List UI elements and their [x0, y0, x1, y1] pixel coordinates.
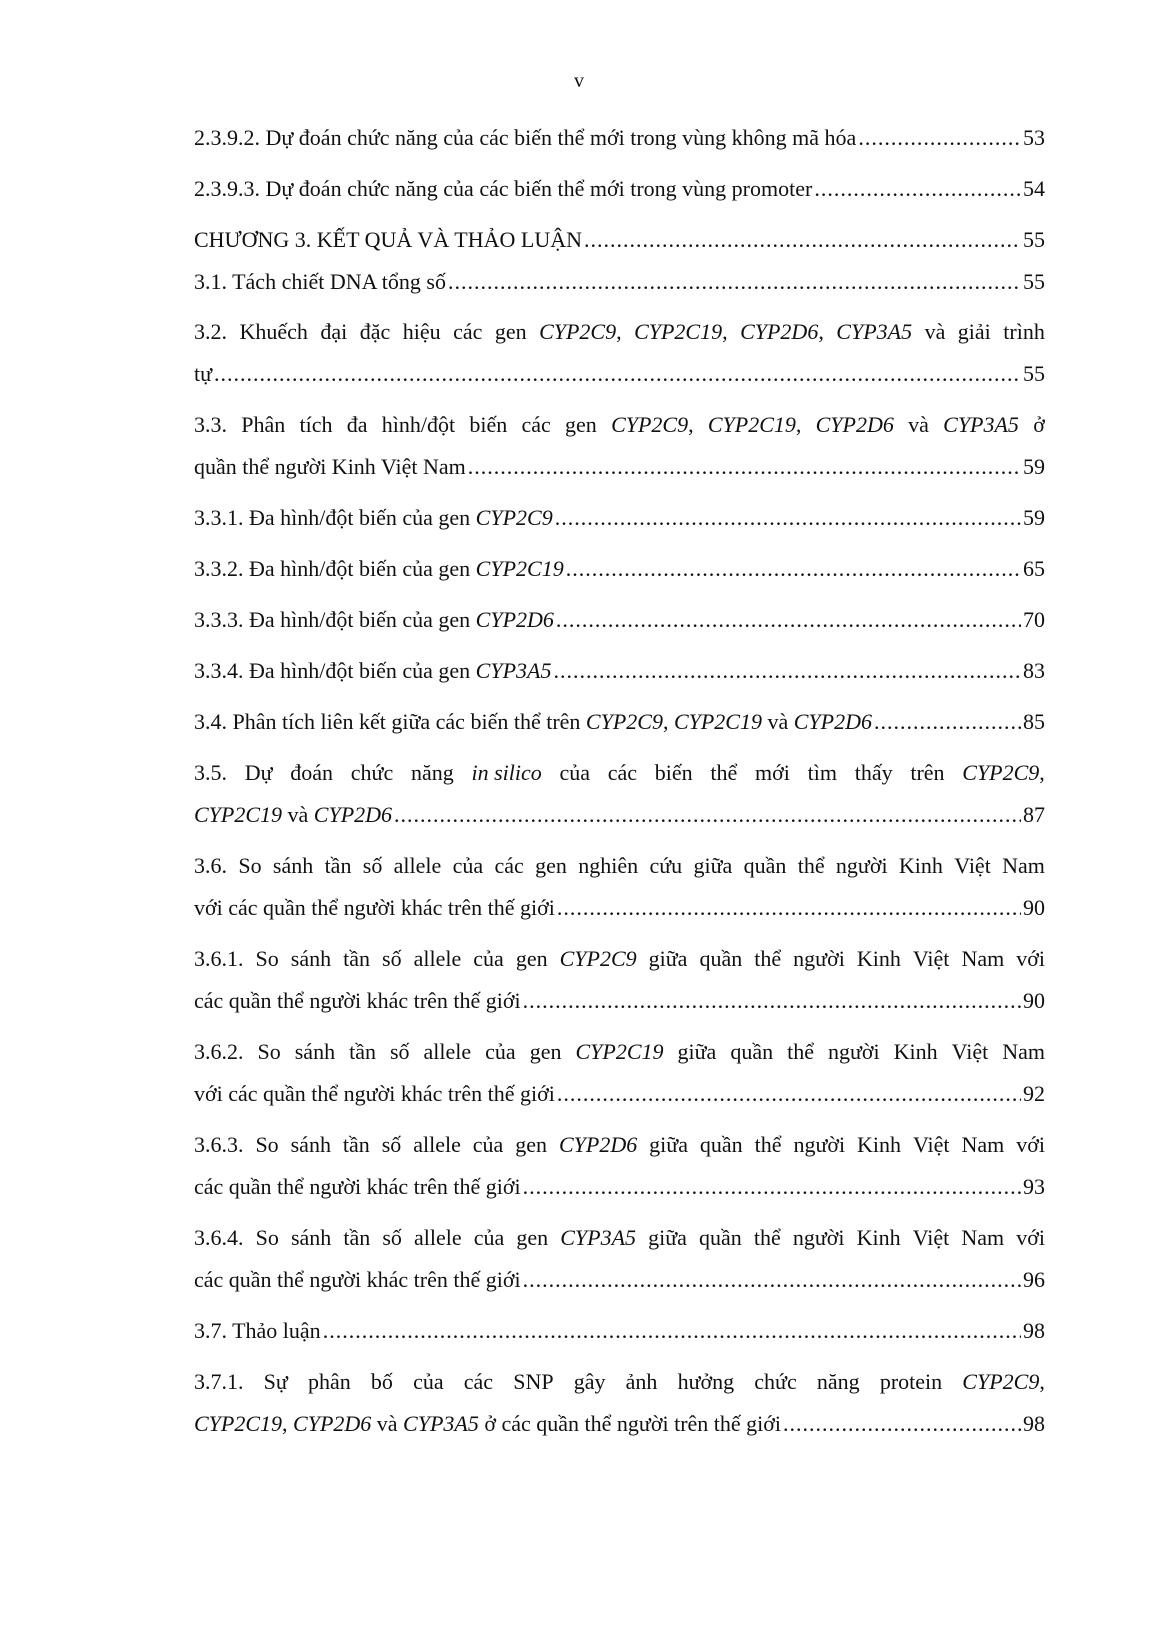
toc-entry — [194, 451, 1045, 483]
toc-word: các — [607, 760, 638, 785]
toc-word: và — [924, 319, 946, 344]
toc-entry-title: 3.3.4. Đa hình/đột biến của gen CYP3A5 — [194, 658, 552, 683]
toc-entry-title: tự — [194, 361, 213, 386]
toc-entry-line1 — [194, 1129, 1045, 1161]
toc-word: sánh — [272, 853, 314, 878]
toc-word: giải — [957, 319, 991, 344]
toc-entry-title: 2.3.9.3. Dự đoán chức năng của các biến thể mới trong vùng promoter — [194, 176, 813, 201]
toc-leader — [874, 706, 1021, 738]
toc-word: 3.3. — [194, 412, 227, 437]
toc-word: allele — [414, 1225, 462, 1250]
toc-entry-title: các quần thể người khác trên thế giới — [194, 1174, 521, 1199]
toc-word: 3.6.1. — [194, 946, 244, 971]
toc-entry-title: 2.3.9.2. Dự đoán chức năng của các biến thể mới trong vùng không mã hóa — [194, 125, 857, 150]
toc-word: giữa — [693, 853, 733, 878]
toc-leader — [584, 224, 1021, 256]
toc-word: Việt — [912, 946, 950, 971]
toc-leader — [553, 655, 1021, 687]
toc-entry — [194, 706, 1045, 738]
toc-leader — [523, 1171, 1021, 1203]
toc-chapter-entry — [194, 224, 1045, 256]
toc-word: 3.2. — [194, 319, 227, 344]
toc-leader — [523, 985, 1021, 1017]
toc-entry-title: 3.3.2. Đa hình/đột biến của gen CYP2C19 — [194, 556, 564, 581]
toc-word: ở — [1033, 412, 1045, 437]
toc-word: các — [494, 853, 524, 878]
toc-word: gen — [565, 412, 597, 437]
toc-word: số — [382, 946, 402, 971]
toc-word: của — [452, 853, 484, 878]
toc-word: số — [381, 1132, 402, 1157]
toc-word: CYP2C9, — [962, 760, 1045, 785]
toc-word: ảnh — [625, 1369, 658, 1394]
toc-leader — [448, 266, 1021, 298]
toc-entry — [194, 985, 1045, 1017]
toc-word: của — [473, 946, 504, 971]
toc-word: với — [1016, 1225, 1045, 1250]
toc-leader — [468, 451, 1021, 483]
toc-word: in silico — [471, 760, 542, 785]
toc-entry — [194, 1408, 1045, 1440]
toc-entry — [194, 358, 1045, 390]
toc-entry-title: các quần thể người khác trên thế giới — [194, 988, 521, 1013]
toc-word: 3.6.4. — [194, 1225, 244, 1250]
toc-word: gen — [494, 319, 527, 344]
toc-leader — [814, 173, 1021, 205]
toc-word: tần — [343, 1225, 371, 1250]
toc-entry — [194, 1264, 1045, 1296]
toc-page-number: 96 — [1023, 1267, 1045, 1292]
toc-word: gen — [515, 1132, 548, 1157]
toc-word: Sự — [263, 1369, 288, 1394]
toc-page-number: 55 — [1023, 269, 1045, 294]
toc-word: quần — [699, 1225, 742, 1250]
toc-word: CYP2C9, — [539, 319, 622, 344]
toc-word: đại — [320, 319, 348, 344]
toc-word: CYP2D6 — [815, 412, 894, 437]
toc-word: Kinh — [856, 1225, 901, 1250]
toc-word: thể — [787, 1039, 814, 1064]
toc-word: gen — [529, 1039, 562, 1064]
toc-word: giữa — [648, 1225, 687, 1250]
toc-entry-line1 — [194, 1036, 1045, 1068]
toc-word: gây — [573, 1369, 606, 1394]
toc-word: các — [453, 319, 483, 344]
toc-word: Kinh — [898, 853, 943, 878]
toc-word: SNP — [513, 1369, 554, 1394]
toc-word: quần — [743, 853, 787, 878]
toc-word: giữa — [648, 946, 688, 971]
toc-word: các — [521, 412, 551, 437]
toc-leader — [557, 892, 1021, 924]
toc-word: CYP3A5 — [943, 412, 1019, 437]
toc-word: người — [792, 1225, 845, 1250]
toc-word: thể — [797, 853, 825, 878]
toc-page-number: 65 — [1023, 556, 1045, 581]
toc-entry — [194, 799, 1045, 831]
toc-entry — [194, 553, 1045, 585]
toc-word: Việt — [912, 1132, 950, 1157]
toc-leader — [394, 799, 1021, 831]
toc-word: đa — [346, 412, 368, 437]
toc-word: 3.5. — [194, 760, 227, 785]
toc-entry-title: quần thể người Kinh Việt Nam — [194, 454, 466, 479]
toc-entry-title: 3.3.3. Đa hình/đột biến của gen CYP2D6 — [194, 607, 554, 632]
toc-page-number: 53 — [1023, 125, 1045, 150]
toc-word: tần — [342, 1132, 370, 1157]
toc-word: CYP2C9, — [962, 1369, 1045, 1394]
toc-word: hưởng — [677, 1369, 735, 1394]
toc-entry-line1 — [194, 1366, 1045, 1398]
toc-entry-title: 3.1. Tách chiết DNA tổng số — [194, 269, 446, 294]
toc-word: CYP2D6 — [558, 1132, 638, 1157]
toc-word: các — [463, 1369, 494, 1394]
toc-entry-line1 — [194, 1222, 1045, 1254]
toc-word: trên — [910, 760, 945, 785]
toc-leader — [557, 1078, 1021, 1110]
toc-word: allele — [413, 946, 462, 971]
toc-leader — [555, 502, 1021, 534]
toc-page-number: 55 — [1023, 227, 1045, 252]
toc-page-number: 70 — [1023, 607, 1045, 632]
toc-word: CYP2C19, — [634, 319, 728, 344]
toc-word: hiệu — [402, 319, 441, 344]
toc-word: số — [362, 853, 383, 878]
toc-word: So — [255, 1132, 279, 1157]
toc-entry — [194, 502, 1045, 534]
toc-word: Việt — [951, 1039, 989, 1064]
toc-word: của — [473, 1225, 505, 1250]
toc-word: 3.6.3. — [194, 1132, 244, 1157]
toc-word: Phân — [241, 412, 286, 437]
toc-word: người — [793, 1132, 846, 1157]
toc-word: năng — [410, 760, 454, 785]
toc-word: phân — [307, 1369, 351, 1394]
toc-word: với — [1016, 1132, 1045, 1157]
toc-word: cứu — [649, 853, 683, 878]
toc-word: đoán — [290, 760, 334, 785]
toc-word: CYP2C9 — [559, 946, 637, 971]
toc-word: tần — [349, 1039, 376, 1064]
toc-word: sánh — [290, 1225, 332, 1250]
toc-word: thể — [753, 1225, 781, 1250]
toc-entry-line1 — [194, 943, 1045, 975]
toc-entry-title: với các quần thể người khác trên thế giới — [194, 1081, 555, 1106]
toc-word: bố — [370, 1369, 393, 1394]
toc-word: Nam — [1002, 853, 1045, 878]
toc-page-number: 90 — [1023, 988, 1045, 1013]
toc-entry-title: các quần thể người khác trên thế giới — [194, 1267, 521, 1292]
toc-word: trình — [1003, 319, 1045, 344]
toc-entry-title: 3.4. Phân tích liên kết giữa các biến thể trên CYP2C9, CYP2C19 và CYP2D6 — [194, 709, 872, 734]
toc-word: 3.6.2. — [194, 1039, 244, 1064]
toc-word: gen — [515, 946, 548, 971]
toc-word: người — [835, 853, 888, 878]
toc-word: Nam — [1002, 1039, 1045, 1064]
toc-word: năng — [816, 1369, 860, 1394]
toc-entry-title: CYP2C19 và CYP2D6 — [194, 802, 393, 827]
toc-word: Việt — [912, 1225, 950, 1250]
toc-word: với — [1016, 946, 1045, 971]
toc-word: quần — [699, 1132, 743, 1157]
toc-word: Kinh — [893, 1039, 938, 1064]
toc-word: sánh — [294, 1039, 336, 1064]
toc-word: Nam — [961, 1132, 1005, 1157]
toc-entry-line1 — [194, 850, 1045, 882]
toc-word: giữa — [677, 1039, 717, 1064]
toc-word: Nam — [961, 1225, 1005, 1250]
toc-page-number: 59 — [1023, 454, 1045, 479]
toc-page-number: 55 — [1023, 361, 1045, 386]
toc-word: của — [485, 1039, 516, 1064]
toc-leader — [783, 1408, 1021, 1440]
toc-leader — [214, 358, 1021, 390]
toc-entry-title: CYP2C19, CYP2D6 và CYP3A5 ở các quần thể người trên thế giới — [194, 1411, 782, 1436]
toc-entry-line1 — [194, 409, 1045, 441]
toc-word: CYP3A5 — [836, 319, 913, 344]
toc-word: protein — [879, 1369, 943, 1394]
toc-word: allele — [423, 1039, 472, 1064]
toc-word: tìm — [807, 760, 837, 785]
toc-word: sánh — [290, 1132, 331, 1157]
toc-word: allele — [413, 1132, 461, 1157]
toc-entry-title: CHƯƠNG 3. KẾT QUẢ VÀ THẢO LUẬN — [194, 227, 583, 252]
toc-page-number: 54 — [1023, 176, 1045, 201]
toc-word: số — [382, 1225, 402, 1250]
toc-word: gen — [535, 853, 567, 878]
toc-entry — [194, 1171, 1045, 1203]
toc-word: Nam — [961, 946, 1005, 971]
toc-word: Kinh — [857, 1132, 902, 1157]
toc-word: CYP2C19, — [707, 412, 802, 437]
toc-word: So — [238, 853, 262, 878]
toc-word: CYP2C19 — [575, 1039, 664, 1064]
toc-entry — [194, 1078, 1045, 1110]
toc-word: 3.6. — [194, 853, 227, 878]
toc-word: 3.7.1. — [194, 1369, 244, 1394]
toc-word: Kinh — [856, 946, 901, 971]
toc-entry — [194, 655, 1045, 687]
toc-entry — [194, 1315, 1045, 1347]
toc-word: hình/đột — [381, 412, 456, 437]
toc-word: quần — [699, 946, 743, 971]
toc-page-number: 83 — [1023, 658, 1045, 683]
toc-page-number: 93 — [1023, 1174, 1045, 1199]
toc-word: nghiên — [578, 853, 639, 878]
toc-word: thấy — [854, 760, 893, 785]
toc-leader — [566, 553, 1021, 585]
toc-word: gen — [516, 1225, 549, 1250]
toc-word: sánh — [290, 946, 332, 971]
toc-word: CYP2D6, — [740, 319, 824, 344]
toc-page-number: 59 — [1023, 505, 1045, 530]
toc-word: giữa — [649, 1132, 688, 1157]
toc-page-number: 87 — [1023, 802, 1045, 827]
toc-page-number: 92 — [1023, 1081, 1045, 1106]
toc-word: tích — [299, 412, 333, 437]
toc-entry — [194, 122, 1045, 154]
toc-entry — [194, 604, 1045, 636]
toc-word: So — [257, 1039, 281, 1064]
toc-word: chức — [754, 1369, 797, 1394]
toc-word: và — [908, 412, 929, 437]
toc-word: chức — [350, 760, 394, 785]
toc-word: Việt — [954, 853, 991, 878]
toc-word: người — [827, 1039, 880, 1064]
toc-word: Dự — [244, 760, 273, 785]
toc-word: thể — [754, 946, 782, 971]
toc-word: Khuếch — [239, 319, 308, 344]
toc-word: So — [255, 1225, 279, 1250]
toc-entry — [194, 266, 1045, 298]
toc-page-number: 98 — [1023, 1411, 1045, 1436]
toc-entry — [194, 892, 1045, 924]
toc-word: CYP2C9, — [611, 412, 694, 437]
toc-word: số — [389, 1039, 410, 1064]
page-number: v — [574, 70, 584, 92]
toc-entry-line1 — [194, 757, 1045, 789]
toc-page-number: 90 — [1023, 895, 1045, 920]
toc-entry — [194, 173, 1045, 205]
toc-word: đặc — [359, 319, 391, 344]
toc-word: của — [413, 1369, 444, 1394]
toc-word: thể — [710, 760, 738, 785]
toc-entry-title: 3.7. Thảo luận — [194, 1318, 321, 1343]
toc-word: biến — [469, 412, 508, 437]
toc-word: allele — [393, 853, 442, 878]
toc-leader — [523, 1264, 1021, 1296]
toc-word: của — [559, 760, 591, 785]
toc-page-number: 85 — [1023, 709, 1045, 734]
toc-word: tần — [324, 853, 352, 878]
toc-word: biến — [654, 760, 693, 785]
toc-word: So — [255, 946, 279, 971]
toc-word: mới — [755, 760, 790, 785]
toc-word: của — [472, 1132, 504, 1157]
toc-page-number: 98 — [1023, 1318, 1045, 1343]
toc-leader — [858, 122, 1021, 154]
toc-word: CYP3A5 — [560, 1225, 637, 1250]
toc-word: thể — [754, 1132, 782, 1157]
toc-word: tần — [343, 946, 371, 971]
toc-word: quần — [730, 1039, 774, 1064]
toc-word: người — [793, 946, 845, 971]
toc-entry-title: với các quần thể người khác trên thế giới — [194, 895, 555, 920]
toc-entry-title: 3.3.1. Đa hình/đột biến của gen CYP2C9 — [194, 505, 553, 530]
toc-leader — [556, 604, 1021, 636]
toc-leader — [323, 1315, 1021, 1347]
toc-entry-line1 — [194, 316, 1045, 348]
